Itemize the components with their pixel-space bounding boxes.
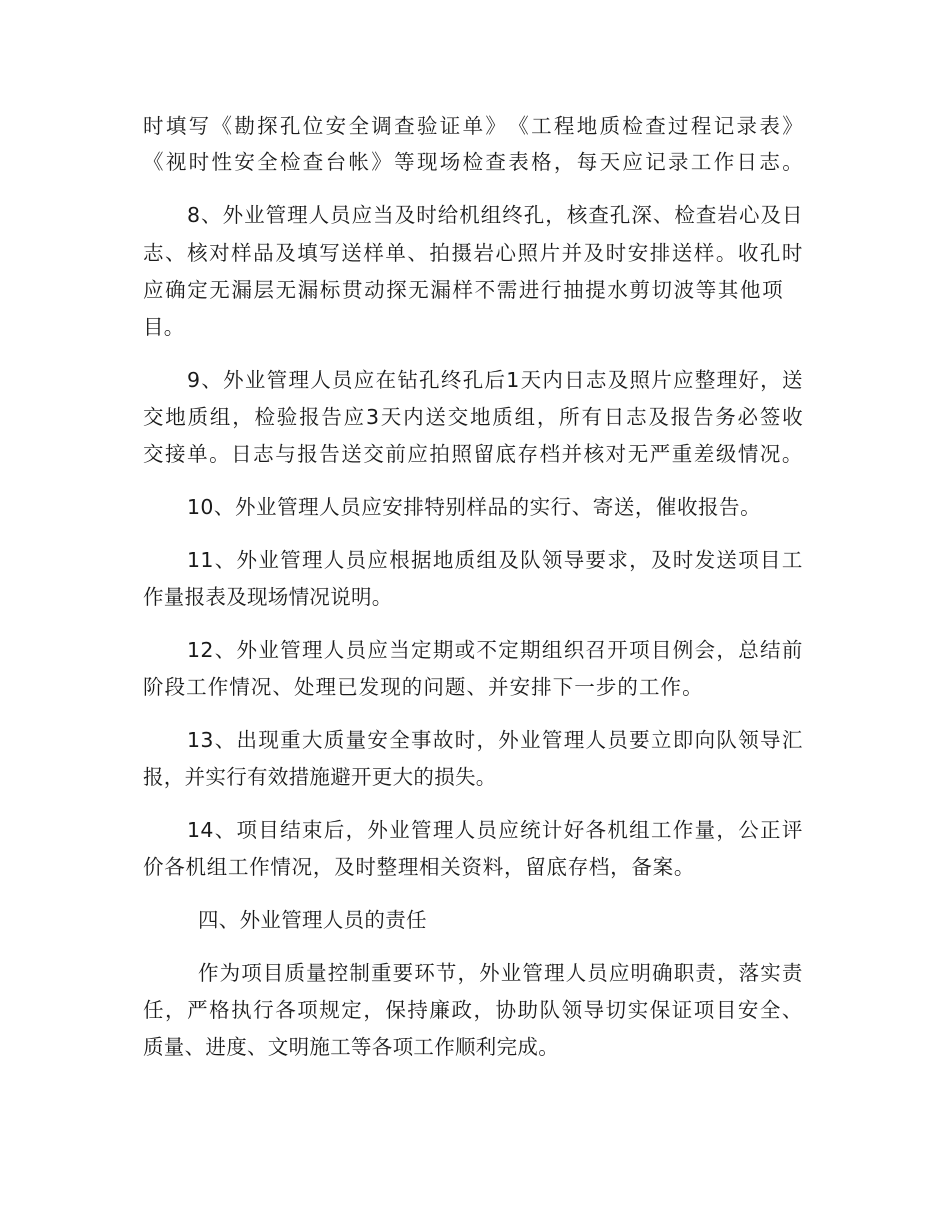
paragraph-9-line: 交 地 质 组 ， 检 验 报 告 应 3 天 内 送 交 地 质 组 ， 所 有 日 志 及 报 告 务 必 签 收 <box>143 405 803 429</box>
body-line: 时 填 写 《 勘 探 孔 位 安 全 调 查 验 证 单 》 《 工 程 地 质 检 查 过 程 记 录 表 》 <box>143 114 803 138</box>
paragraph-11-line: 作量报表及现场情况说明。 <box>143 585 393 609</box>
paragraph-10-line: 10 、 外 业 管 理 人 员 应 安 排 特 别 样 品 的 实 行 、 寄 送 ， 催 收 报 告 。 <box>187 495 761 519</box>
paragraph-13-line: 报，并实行有效措施避开更大的损失。 <box>143 765 497 789</box>
responsibility-line: 质量、进度、文明施工等各项工作顺利完成。 <box>143 1035 559 1059</box>
paragraph-13-line: 13 、 出 现 重 大 质 量 安 全 事 故 时 ， 外 业 管 理 人 员 要 立 即 向 队 领 导 汇 <box>187 728 803 752</box>
paragraph-9-line: 交 接 单 。 日 志 与 报 告 送 交 前 应 拍 照 留 底 存 档 并 核 对 无 严 重 差 级 情 况 。 <box>143 442 803 466</box>
paragraph-12-line: 12 、 外 业 管 理 人 员 应 当 定 期 或 不 定 期 组 织 召 开 项 目 例 会 ， 总 结 前 <box>187 638 803 662</box>
paragraph-14-line: 14 、 项 目 结 束 后 ， 外 业 管 理 人 员 应 统 计 好 各 机 组 工 作 量 ， 公 正 评 <box>187 818 803 842</box>
responsibility-line: 任 ， 严 格 执 行 各 项 规 定 ， 保 持 廉 政 ， 协 助 队 领 导 切 实 保 证 项 目 安 全 、 <box>143 998 803 1022</box>
paragraph-9-line: 9 、 外 业 管 理 人 员 应 在 钻 孔 终 孔 后 1 天 内 日 志 及 照 片 应 整 理 好 ， 送 <box>187 368 803 392</box>
paragraph-8-line: 志 、 核 对 样 品 及 填 写 送 样 单 、 拍 摄 岩 心 照 片 并 及 时 安 排 送 样 。 收 孔 时 <box>143 241 803 265</box>
responsibility-line: 作 为 项 目 质 量 控 制 重 要 环 节 ， 外 业 管 理 人 员 应 明 确 职 责 ， 落 实 责 <box>198 961 803 985</box>
paragraph-14-line: 价 各 机 组 工 作 情 况 ， 及 时 整 理 相 关 资 料 ， 留 底 存 档 ， 备 案 。 <box>143 855 695 879</box>
body-line: 《 视 时 性 安 全 检 查 台 帐 》 等 现 场 检 查 表 格 ， 每 天 应 记 录 工 作 日 志 。 <box>143 150 803 174</box>
paragraph-8-line: 目。 <box>143 315 185 339</box>
section-heading: 四、外业管理人员的责任 <box>198 908 427 932</box>
paragraph-11-line: 11 、 外 业 管 理 人 员 应 根 据 地 质 组 及 队 领 导 要 求 ， 及 时 发 送 项 目 工 <box>187 548 803 572</box>
paragraph-8-line: 应 确 定 无 漏 层 无 漏 标 贯 动 探 无 漏 样 不 需 进 行 抽 提 水 剪 切 波 等 其 他 项 <box>143 278 783 302</box>
paragraph-12-line: 阶 段 工 作 情 况 、 处 理 已 发 现 的 问 题 、 并 安 排 下 一 步 的 工 作 。 <box>143 675 703 699</box>
paragraph-8-line: 8 、 外 业 管 理 人 员 应 当 及 时 给 机 组 终 孔 ， 核 查 孔 深 、 检 查 岩 心 及 日 <box>187 203 803 227</box>
